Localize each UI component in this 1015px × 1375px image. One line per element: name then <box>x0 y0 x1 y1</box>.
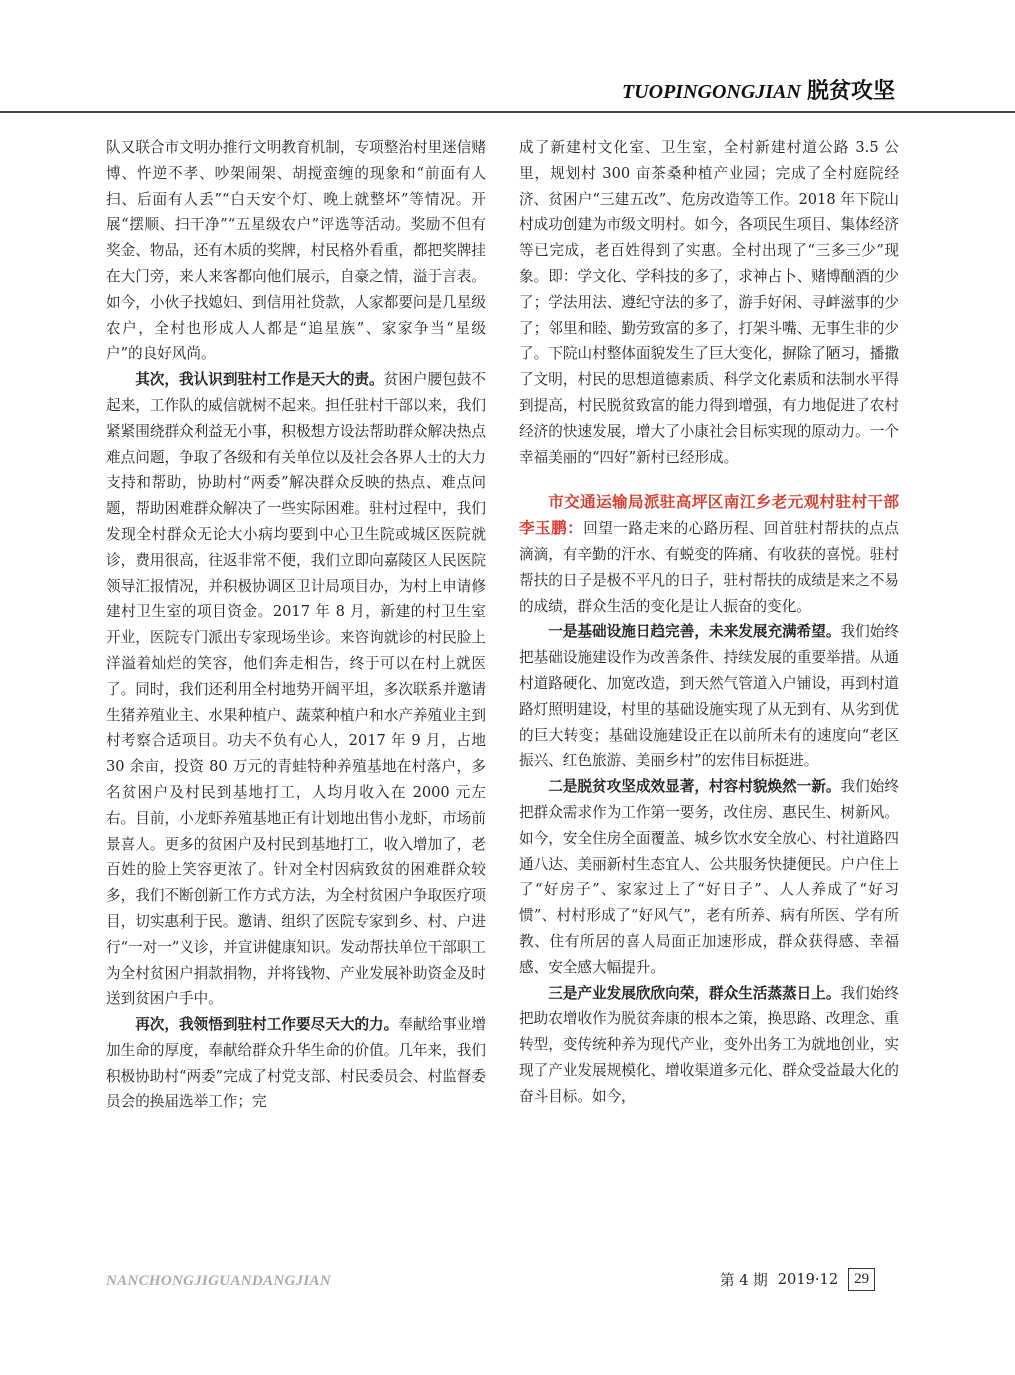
paragraph-lead: 三是产业发展欣欣向荣，群众生活蒸蒸日上。 <box>548 984 841 1002</box>
section-intro <box>519 490 915 619</box>
page-number: 29 <box>848 1268 875 1291</box>
footer-date: 2019·12 <box>777 1271 839 1288</box>
running-header <box>622 74 895 105</box>
paragraph <box>106 1012 486 1115</box>
header-latin: TUOPINGONGJIAN <box>621 81 801 103</box>
section-heading: 市交通运输局派驻高坪区南江乡老元观村驻村干部 李玉鹏： <box>519 493 915 538</box>
paragraph: 成了新建村文化室、卫生室，全村新建村道公路 3.5 公里，规划村 300 亩茶桑种植产业园；完成了全村庭院经济、贫困户“三建五改”、危房改造等工作。2018 年下院山村成功创建为市级文明村。如今，各项民生项目、集体经济等已完成，老百姓得到了实惠。全村出现了“三多三少”现象。即：学文化、学科技的多了，求神占卜、赌博酗酒的少了；学法用法、遵纪守法的多了，游手好闲、寻衅滋事的少了；邻里和睦、勤劳致富的多了，打架斗嘴、无事生非的少了。下院山村整体面貌发生了巨大变化，摒除了陋习，播撒了文明，村民的思想道德素质、科学文化素质和法制水平得到提高，村民脱贫致富的能力得到增强，有力地促进了农村经济的快速发展，增大了小康社会目标实现的原动力。一个幸福美丽的“四好”新村已经形成。 <box>519 139 899 466</box>
paragraph-lead: 一是基础设施日趋完善，未来发展充满希望。 <box>548 623 841 641</box>
header-rule <box>0 111 1015 113</box>
paragraph-body: 我们始终把基础设施建设作为改善条件、持续发展的重要举措。从通村道路硬化、加宽改造，到天然气管道入户铺设，再到村道路灯照明建设，村里的基础设施实现了从无到有、从劣到优的巨大转变；基础设施建设正在以前所未有的速度向“老区振兴、红色旅游、美丽乡村”的宏伟目标挺进。 <box>519 623 899 770</box>
footer-issue: 第 4 期 <box>720 1272 768 1289</box>
left-column <box>106 135 486 1115</box>
header-column-title: 脱贫攻坚 <box>806 78 895 103</box>
paragraph <box>519 619 899 774</box>
paragraph-body: 我们始终把助农增收作为脱贫奔康的根本之策，换思路、改理念、重转型，变传统种养为现代产业，变外出务工为就地创业，实现了产业发展规模化、增收渠道多元化、群众受益最大化的奋斗目标。如今， <box>519 984 899 1105</box>
right-column <box>519 135 915 1109</box>
footer-issue-info <box>720 1268 875 1291</box>
paragraph <box>519 981 899 1110</box>
paragraph-lead: 再次，我领悟到驻村工作要尽天大的力。 <box>135 1016 399 1034</box>
paragraph: 队又联合市文明办推行文明教育机制，专项整治村里迷信赌博、忤逆不孝、吵架闹架、胡搅蛮缠的现象和“前面有人扫、后面有人丢”“白天安个灯、晚上就整坏”等情况。开展“摆顺、扫干净”“五星级农户”评选等活动。奖励不但有奖金、物品，还有木质的奖牌，村民格外看重，都把奖牌挂在大门旁，来人来客都向他们展示，自豪之情，溢于言表。如今，小伙子找媳妇、到信用社贷款，人家都要问是几星级农户，全村也形成人人都是“追星族”、家家争当“星级户”的良好风尚。 <box>106 139 486 363</box>
paragraph-body: 贫困户腰包鼓不起来，工作队的威信就树不起来。担任驻村干部以来，我们紧紧围绕群众利益无小事，积极想方设法帮助群众解决热点难点问题，争取了各级和有关单位以及社会各界人士的大力支持和帮助，协助村“两委”解决群众反映的热点、难点问题，帮助困难群众解决了一些实际困难。驻村过程中，我们发现全村群众无论大小病均要到中心卫生院或城区医院就诊，费用很高，往返非常不便，我们立即向嘉陵区人民医院领导汇报情况，并积极协调区卫计局项目办，为村上申请修建村卫生室的项目资金。2017 年 8 月，新建的村卫生室开业，医院专门派出专家现场坐诊。来咨询就诊的村民脸上洋溢着灿烂的笑容，他们奔走相告，终于可以在村上就医了。同时，我们还利用全村地势开阔平坦，多次联系并邀请生猪养殖业主、水果种植户、蔬菜种植户和水产养殖业主到村考察合适项目。功夫不负有心人，2017 年 9 月，占地 30 余亩，投资 80 万元的青蛙特种养殖基地在村落户，多名贫困户及村民到基地打工，人均月收入在 2000 元左右。目前，小龙虾养殖基地正有计划地出售小龙虾，市场前景喜人。更多的贫困户及村民到基地打工，收入增加了，老百姓的脸上笑容更浓了。针对全村因病致贫的困难群众较多，我们不断创新工作方式方法，为全村贫困户争取医疗项目，切实惠利于民。邀请、组织了医院专家到乡、村、户进行“一对一”义诊，并宣讲健康知识。发动帮扶单位干部职工为全村贫困户捐款捐物，并将钱物、产业发展补助资金及时送到贫困户手中。 <box>106 371 486 1008</box>
paragraph-body: 奉献给事业增加生命的厚度，奉献给群众升华生命的价值。几年来，我们积极协助村“两委”完成了村党支部、村民委员会、村监督委员会的换届选举工作；完 <box>106 1016 486 1111</box>
paragraph-lead: 二是脱贫攻坚成效显著，村容村貌焕然一新。 <box>548 778 841 796</box>
paragraph <box>519 774 899 980</box>
paragraph-lead: 其次，我认识到驻村工作是天大的责。 <box>135 371 384 389</box>
paragraph-body: 我们始终把群众需求作为工作第一要务，改住房、惠民生、树新风。如今，安全住房全面覆盖、城乡饮水安全放心、村社道路四通八达、美丽新村生态宜人、公共服务快捷便民。户户住上了“好房子”、家家过上了“好日子”、人人养成了“好习惯”、村村形成了“好风气”，老有所养、病有所医、学有所教、住有所居的喜人局面正加速形成，群众获得感、幸福感、安全感大幅提升。 <box>519 778 899 976</box>
section-body: 回望一路走来的心路历程、回首驻村帮扶的点点滴滴，有辛勤的汗水、有蜕变的阵痛、有收获的喜悦。驻村帮扶的日子是极不平凡的日子，驻村帮扶的成绩是来之不易的成绩，群众生活的变化是让人振奋的变化。 <box>519 520 899 615</box>
footer-publication: NANCHONGJIGUANDANGJIAN <box>106 1273 331 1289</box>
paragraph <box>106 367 486 1012</box>
